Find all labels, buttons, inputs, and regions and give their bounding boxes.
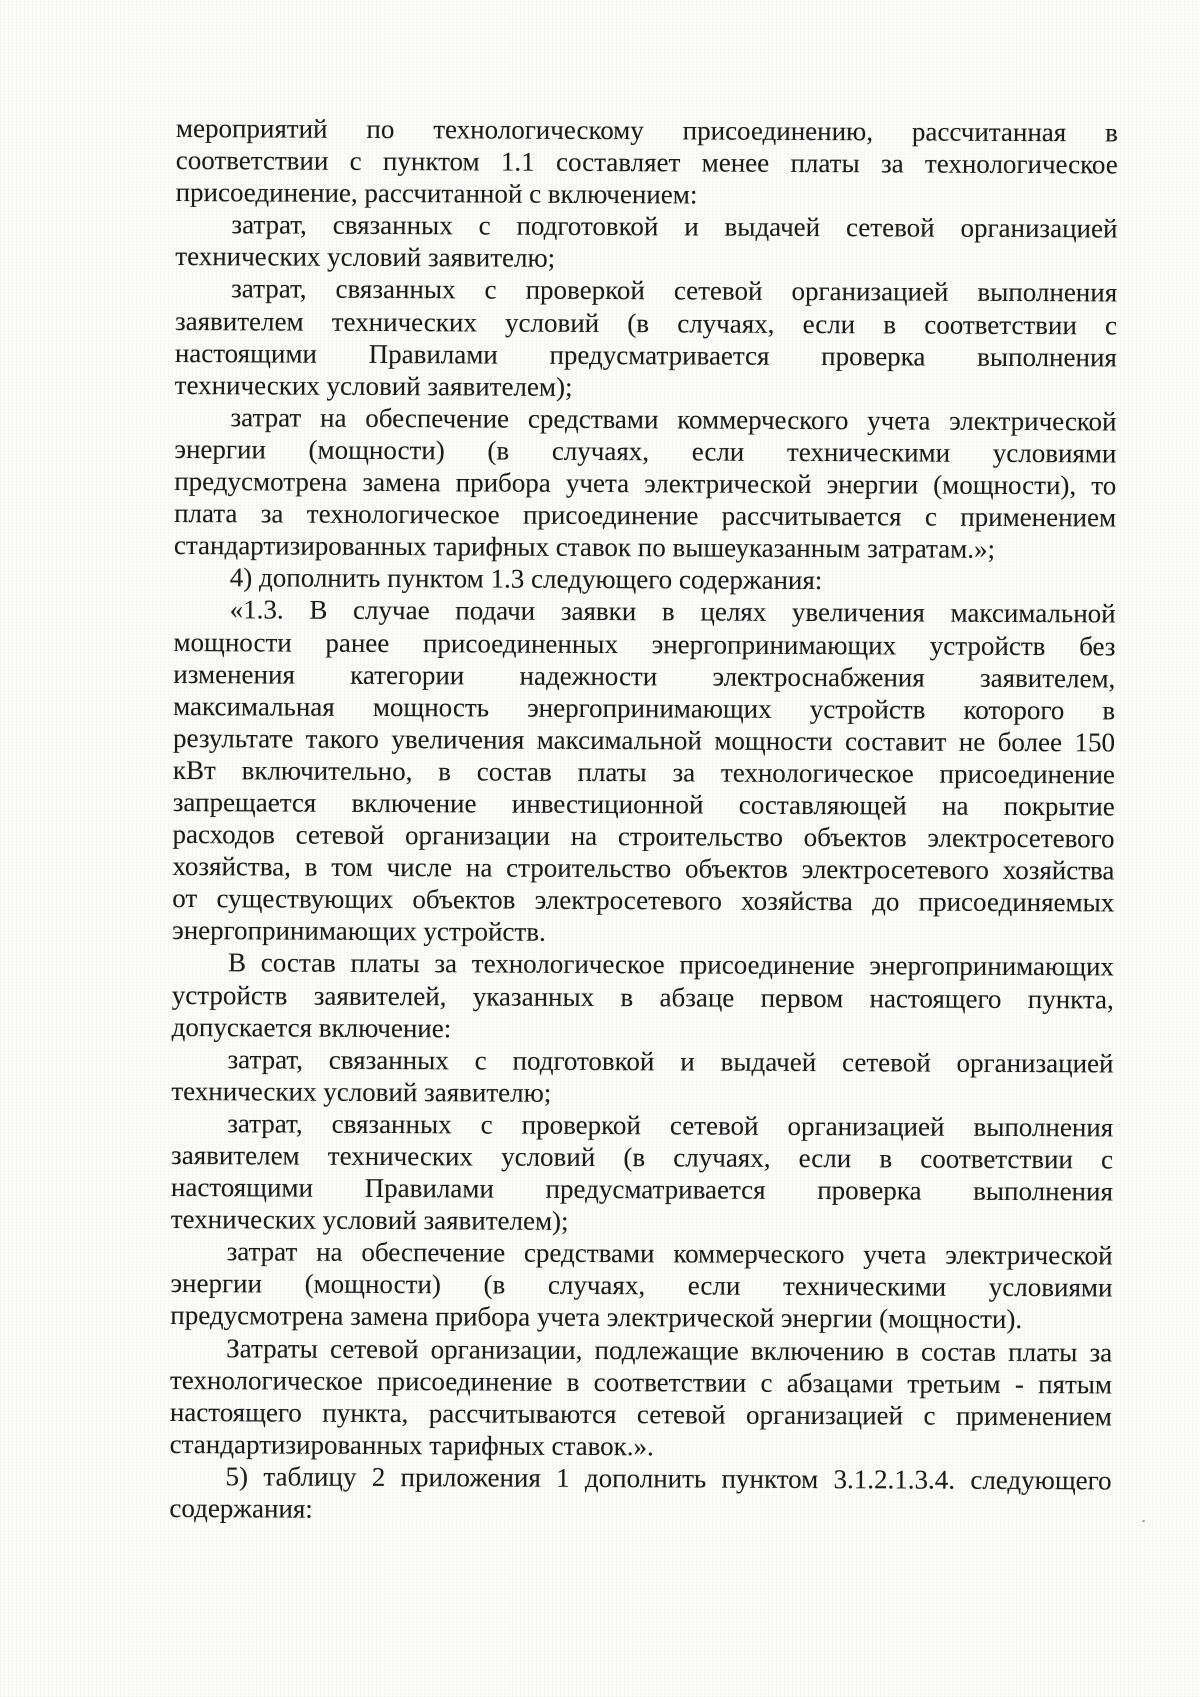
paragraph (169, 1460, 1111, 1529)
text-line: затрат, связанных с подготовкой и выдачей сетевой организацией (231, 209, 1118, 244)
document-body (169, 112, 1118, 1529)
text-line: 5) таблицу 2 приложения 1 дополнить пунктом 3.1.2.1.3.4. следующего (225, 1461, 1112, 1496)
paragraph (172, 946, 1114, 1047)
text-line: результате такого увеличения максимальной мощности составит не более 150 (172, 722, 1116, 758)
text-line: технических условий заявителем); (170, 1204, 569, 1237)
text-line: соответствии с пунктом 1.1 составляет менее платы за технологическое (175, 145, 1118, 180)
text-line: Затраты сетевой организации, подлежащие включению в состав платы за (226, 1332, 1113, 1367)
text-line: стандартизированных тарифных ставок.». (169, 1428, 654, 1462)
paragraph (175, 208, 1117, 277)
text-line: настоящего пункта, рассчитываются сетевой организацией с применением (169, 1396, 1112, 1432)
paragraph (174, 401, 1117, 566)
text-line: изменения категории надежности электроснабжения заявителем, (173, 658, 1116, 694)
text-line: кВт включительно, в состав платы за технологическое присоединение (172, 754, 1115, 790)
text-line: предусмотрена замена прибора учета электрической энергии (мощности), то (174, 466, 1117, 501)
paragraph (176, 112, 1118, 213)
text-line: технических условий заявителю; (175, 241, 556, 274)
text-line: затрат на обеспечение средствами коммерческого учета электрической (226, 1236, 1113, 1271)
paragraph (175, 272, 1118, 405)
text-line: настоящими Правилами предусматривается проверка выполнения (174, 337, 1117, 373)
text-line: плата за технологическое присоединение рассчитывается с применением (174, 498, 1117, 533)
text-line: энергии (мощности) (в случаях, если техническими условиями (174, 433, 1117, 469)
text-line: затрат на обеспечение средствами коммерческого учета электрической (230, 402, 1117, 437)
text-line: мощности ранее присоединенных энергопринимающих устройств без (173, 626, 1116, 661)
text-line: мероприятий по технологическому присоединению, рассчитанная в (175, 112, 1118, 148)
paragraph (174, 561, 1116, 598)
text-line: стандартизированных тарифных ставок по вышеуказанным затратам.»; (173, 530, 996, 565)
paragraph (172, 593, 1116, 950)
paragraph (171, 1107, 1114, 1240)
paragraph (170, 1235, 1112, 1336)
text-line: от существующих объектов электросетевого хозяйства до присоединяемых (172, 883, 1115, 918)
text-line: затрат, связанных с подготовкой и выдачей сетевой организацией (227, 1043, 1114, 1079)
text-line: энергопринимающих устройств. (172, 915, 546, 948)
text-line: предусмотрена замена прибора учета электрической энергии (мощности). (170, 1300, 1023, 1335)
text-line: затрат, связанных с проверкой сетевой организацией выполнения (227, 1108, 1114, 1143)
text-line: расходов сетевой организации на строительство объектов электросетевого (172, 819, 1115, 854)
text-line: «1.3. В случае подачи заявки в целях увеличения максимальной (229, 594, 1116, 629)
text-line: энергии (мощности) (в случаях, если техническими условиями (170, 1268, 1113, 1303)
text-line: максимальная мощность энергопринимающих устройств которого в (173, 690, 1116, 726)
paragraph (170, 1332, 1113, 1465)
text-line: заявителем технических условий (в случаях, если в соответствии с (174, 305, 1118, 340)
text-line: технологическое присоединение в соответствии с абзацами третьим - пятым (169, 1364, 1113, 1400)
text-line: затрат, связанных с проверкой сетевой организацией выполнения (231, 273, 1118, 308)
text-line: присоединение, рассчитанной с включением: (175, 177, 698, 210)
text-line: содержания: (169, 1493, 313, 1524)
text-line: допускается включение: (171, 1011, 452, 1043)
text-line: настоящими Правилами предусматривается проверка выполнения (170, 1172, 1113, 1207)
text-line: технических условий заявителю; (171, 1075, 552, 1108)
text-line: 4) дополнить пунктом 1.3 следующего содержания: (229, 562, 823, 596)
text-line: заявителем технических условий (в случаях, если в соответствии с (171, 1139, 1114, 1175)
text-line: устройств заявителей, указанных в абзаце первом настоящего пункта, (171, 979, 1114, 1014)
paragraph (171, 1043, 1113, 1112)
scan-speck (1142, 1520, 1145, 1522)
text-line: технических условий заявителем); (174, 369, 573, 402)
text-line: запрещается включение инвестиционной составляющей на покрытие (172, 786, 1115, 822)
text-line: В состав платы за технологическое присоединение энергопринимающих (227, 947, 1115, 982)
text-line: хозяйства, в том числе на строительство объектов электросетевого хозяйства (172, 851, 1115, 886)
